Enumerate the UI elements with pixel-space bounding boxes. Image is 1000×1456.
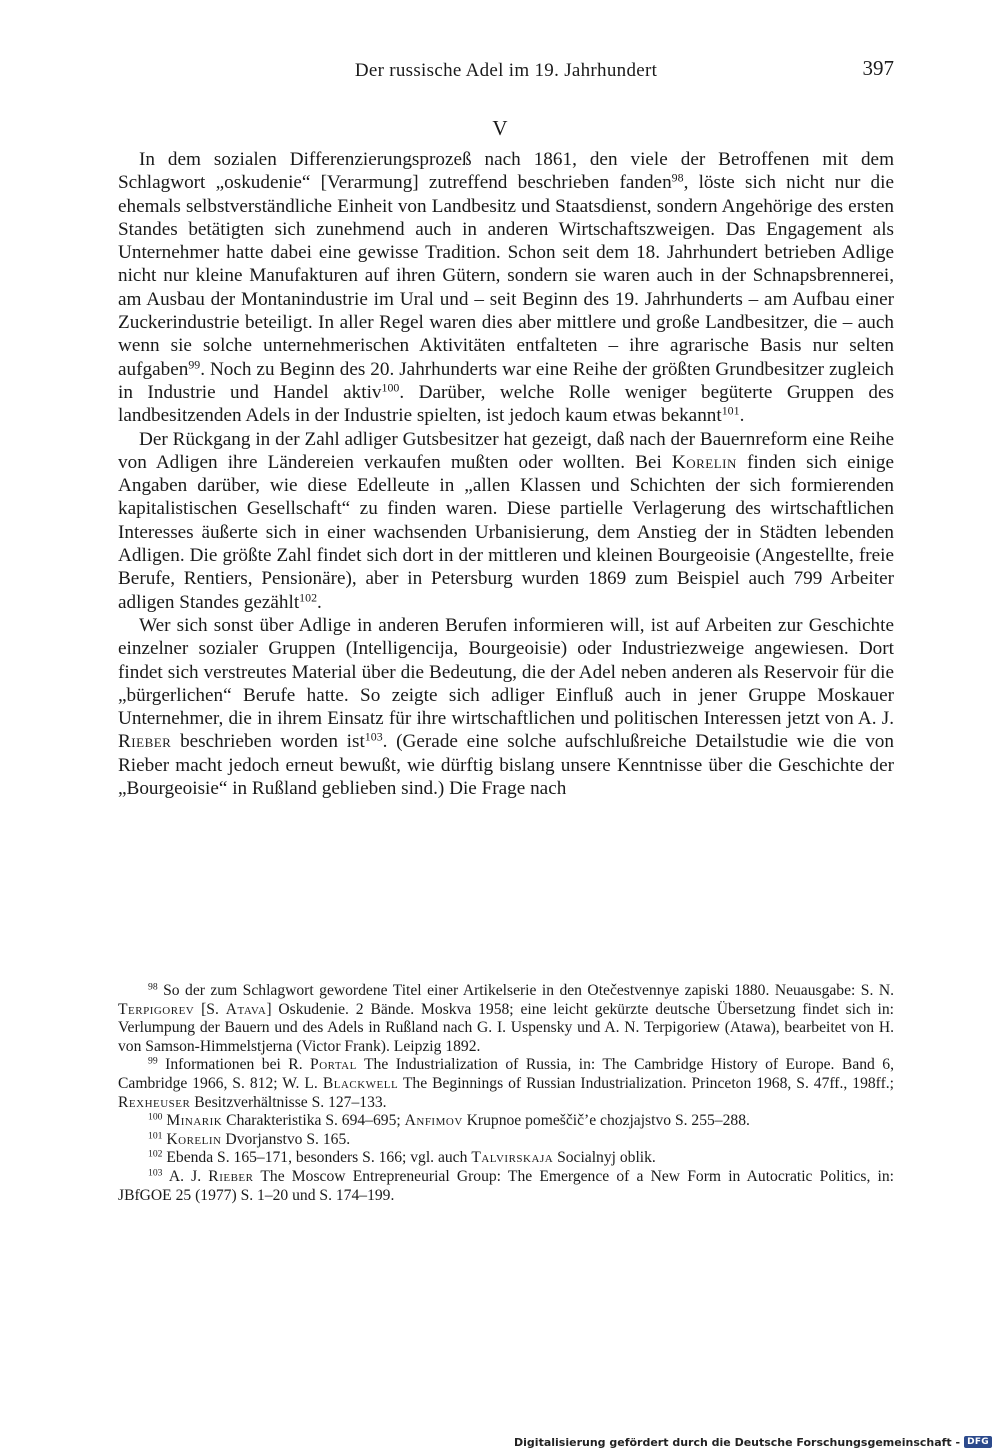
footnotes bbox=[118, 982, 894, 1205]
footnote-ref-102[interactable]: 102 bbox=[299, 590, 318, 605]
author-name: Korelin bbox=[166, 1130, 222, 1148]
running-title: Der russische Adel im 19. Jahrhundert bbox=[354, 60, 658, 81]
footnote-ref-98[interactable]: 98 bbox=[671, 170, 684, 185]
paragraph-3: Wer sich sonst über Adlige in anderen Berufen informieren will, ist auf Arbeiten zur Geschichte einzelner sozialer Gruppen (Intelligencija, Bourgeoisie) oder Industriezweige angewiesen. Dort findet sich verstreutes Material über die Bedeutung, die der Adel neben anderen als Reservoir für die „bürgerlichen“ Berufe hatte. So zeigte sich adliger Einfluß auch in jener Gruppe Moskauer Unternehmer, die in ihrem Einsatz für ihre wirtschaftlichen und politischen Interessen jetzt von A. J. Rieber beschrieben worden ist$^{103}$. (Gerade eine solche aufschlußreiche Detailstudie wie die von Rieber macht jedoch erneut bewußt, wie dürftig bislang unsere Kenntnisse über die Geschichte der „Bourgeoisie“ in Rußland geblieben sind.) Die Frage nach bbox=[118, 614, 894, 800]
dfg-logo-icon: DFG bbox=[964, 1436, 992, 1448]
author-name: Korelin bbox=[671, 451, 737, 473]
author-name: Anfimov bbox=[404, 1112, 463, 1130]
author-name: Rexheuser bbox=[118, 1093, 191, 1111]
paragraph-2: Der Rückgang in der Zahl adliger Gutsbesitzer hat gezeigt, daß nach der Bauernreform eine Reihe von Adligen ihre Ländereien verkaufen mußten oder wollten. Bei Korelin finden sich einige Angaben darüber, wie diese Edelleute in „allen Klassen und Schichten der sich formierenden kapitalistischen Gesellschaft“ zu finden waren. Diese partielle Verlagerung des wirtschaftlichen Interesses äußerte sich in einer wachsenden Urbanisierung, dem Anstieg der in Städten lebenden Adligen. Die größte Zahl findet sich dort in der mittleren und kleinen Bourgeoisie (Angestellte, freie Berufe, Rentiers, Pensionäre), aber in Petersburg wurden 1869 zum Beispiel auch 799 Arbeiter adligen Standes gezählt$^{102}$. bbox=[118, 428, 894, 613]
footnote-ref-99[interactable]: 99 bbox=[188, 357, 201, 372]
author-name: Rieber bbox=[118, 731, 172, 753]
footnote-ref-100[interactable]: 100 bbox=[381, 380, 400, 395]
author-name: Terpigorev bbox=[118, 1000, 195, 1018]
paragraph-1: In dem sozialen Differenzierungsprozeß nach 1861, den viele der Betroffenen mit dem Schlagwort „oskudenie“ [Verarmung] zutreffend beschrieben fanden$^{98}$, löste sich nicht nur die ehemals selbstverständliche Einheit von Landbesitz und Staatsdienst, sondern Angehörige des ersten Standes betätigten sich zunehmend auch in anderen Wirtschaftszweigen. Das Engagement als Unternehmer hatte dabei eine gewisse Tradition. Schon seit dem 18. Jahrhundert betrieben Adlige nicht nur kleine Manufakturen auf ihren Gütern, sondern sie waren auch in der Schnapsbrennerei, am Ausbau der Montanindustrie im Ural und – seit Beginn des 19. Jahrhunderts – am Aufbau einer Zuckerindustrie beteiligt. In aller Regel waren dies aber mittlere und große Landbesitzer, die – auch wenn sie solche unternehmerischen Aktivitäten entfalteten – ihre agrarische Basis nur selten aufgaben$^{99}$. Noch zu Beginn des 20. Jahrhunderts war eine Reihe der größten Grundbesitzer zugleich in Industrie und Handel aktiv$^{100}$. Darüber, welche Rolle weniger begüterte Gruppen des landbesitzenden Adels in der Industrie spielten, ist jedoch kaum etwas bekannt$^{101}$. bbox=[118, 149, 894, 427]
author-name: Talvirskaja bbox=[471, 1149, 554, 1167]
footnote-number: 103 bbox=[148, 1167, 163, 1179]
author-name: Rieber bbox=[208, 1167, 254, 1185]
footnote-number: 99 bbox=[148, 1056, 158, 1068]
running-header bbox=[118, 56, 894, 92]
footnote-number: 101 bbox=[148, 1130, 163, 1142]
footer-text: Digitalisierung gefördert durch die Deutsche Forschungsgemeinschaft - bbox=[514, 1435, 961, 1449]
footnote-102: $^{102}$ Ebenda S. 165–171, besonders S. 166; vgl. auch Talvirskaja Socialnyj oblik. bbox=[148, 1149, 656, 1167]
author-name: Portal bbox=[310, 1056, 357, 1074]
footnote-103: $^{103}$ A. J. Rieber The Moscow Entrepreneurial Group: The Emergence of a New Form in Autocratic Politics, in: JBfGOE 25 (1977) S. 1–20 und S. 174–199. bbox=[118, 1167, 894, 1204]
author-name: Minarik bbox=[166, 1112, 223, 1130]
footnote-ref-101[interactable]: 101 bbox=[721, 403, 740, 418]
section-numeral: V bbox=[492, 116, 508, 140]
footnote-98: $^{98}$ So der zum Schlagwort gewordene Titel einer Artikelserie in den Otečestvennye zapiski 1880. Neuausgabe: S. N. Terpigorev [S. Atava] Oskudenie. 2 Bände. Moskva 1958; eine leicht gekürzte deutsche Übersetzung findet sich in: Verlumpung der Bauern und des Adels in Rußland nach G. I. Uspensky und A. N. Terpigoriew (Atawa), bearbeitet von H. von Samson-Himmelstjerna (Victor Frank). Leipzig 1892. bbox=[118, 981, 895, 1055]
footnote-99: $^{99}$ Informationen bei R. Portal The Industrialization of Russia, in: The Cambridge History of Europe. Band 6, Cambridge 1966, S. 812; W. L. Blackwell The Beginnings of Russian Industrialization. Princeton 1968, S. 47ff., 198ff.; Rexheuser Besitzverhältnisse S. 127–133. bbox=[118, 1056, 894, 1111]
footnote-number: 102 bbox=[148, 1149, 163, 1161]
digitization-footer bbox=[514, 1434, 992, 1450]
author-name: Atava bbox=[225, 1000, 267, 1018]
footnote-101: $^{101}$ Korelin Dvorjanstvo S. 165. bbox=[148, 1130, 351, 1148]
footnote-number: 100 bbox=[148, 1111, 163, 1123]
footnote-ref-103[interactable]: 103 bbox=[364, 729, 383, 744]
page-number: 397 bbox=[862, 56, 894, 80]
author-name: Blackwell bbox=[322, 1074, 399, 1092]
footnote-number: 98 bbox=[148, 981, 158, 993]
body-text bbox=[118, 148, 894, 800]
footnote-100: $^{100}$ Minarik Charakteristika S. 694–695; Anfimov Krupnoe pomeščič’e chozjajstvo S. 255–288. bbox=[148, 1111, 750, 1130]
